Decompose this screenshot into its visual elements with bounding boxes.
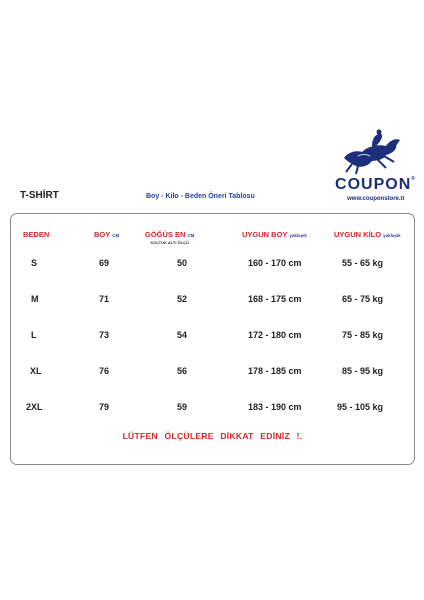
- cell-gogus: 56: [177, 366, 188, 376]
- header-uygun-kilo: UYGUN KİLO yaklaşık: [334, 230, 401, 239]
- cell-size: M: [31, 294, 39, 304]
- cell-boy: 73: [99, 330, 110, 340]
- cell-gogus: 59: [177, 402, 188, 412]
- size-table: [10, 213, 415, 465]
- cell-weight: 95 - 105 kg: [337, 402, 384, 412]
- cell-size: 2XL: [26, 402, 43, 412]
- header-beden: BEDEN: [23, 230, 50, 239]
- brand-name: COUPON®: [335, 176, 415, 193]
- cell-boy: 69: [99, 258, 110, 268]
- cell-weight: 85 - 95 kg: [342, 366, 384, 376]
- cell-gogus: 52: [177, 294, 188, 304]
- cell-weight: 65 - 75 kg: [342, 294, 384, 304]
- cell-gogus: 50: [177, 258, 188, 268]
- table-subtitle: Boy - Kilo - Beden Öneri Tablosu: [146, 193, 255, 200]
- cell-height: 178 - 185 cm: [248, 366, 302, 376]
- cell-weight: 55 - 65 kg: [342, 258, 384, 268]
- cell-height: 183 - 190 cm: [248, 402, 302, 412]
- cell-size: S: [31, 258, 38, 268]
- cell-height: 168 - 175 cm: [248, 294, 302, 304]
- header-gogus: GÖĞÜS EN CM KOLTUK ALTI ÖLÇÜ: [145, 230, 195, 245]
- cell-size: XL: [30, 366, 42, 376]
- header-uygun-boy: UYGUN BOY yaklaşık: [242, 230, 307, 239]
- cell-boy: 71: [99, 294, 110, 304]
- horse-rider-jumping-icon: [338, 128, 408, 176]
- cell-boy: 79: [99, 402, 110, 412]
- cell-gogus: 54: [177, 330, 188, 340]
- header-boy: BOY CM: [94, 230, 120, 239]
- cell-size: L: [31, 330, 37, 340]
- cell-weight: 75 - 85 kg: [342, 330, 384, 340]
- brand-website: www.couponstore.tr: [347, 196, 405, 202]
- cell-height: 172 - 180 cm: [248, 330, 302, 340]
- product-title: T-SHİRT: [20, 190, 59, 201]
- cell-boy: 76: [99, 366, 110, 376]
- warning-note: LÜTFEN ÖLÇÜLERE DİKKAT EDİNİZ !.: [122, 431, 303, 441]
- cell-height: 160 - 170 cm: [248, 258, 302, 268]
